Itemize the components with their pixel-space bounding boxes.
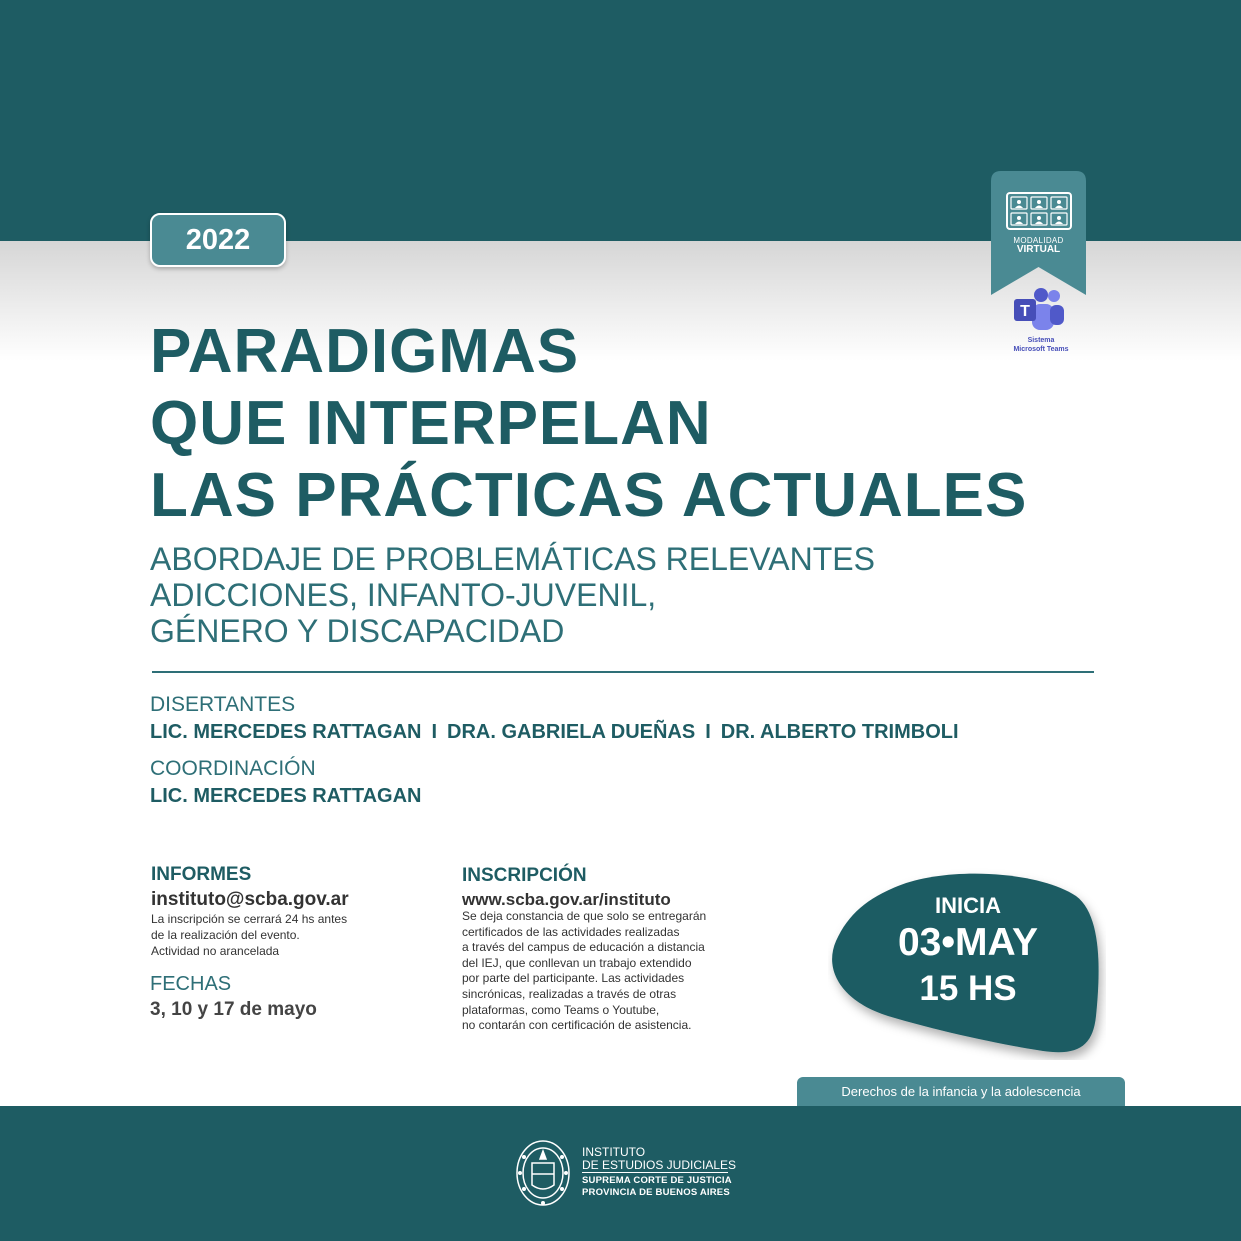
informes-label: INFORMES (151, 864, 252, 885)
footer-court-line-2: PROVINCIA DE BUENOS AIRES (582, 1187, 730, 1198)
footer (0, 1106, 1241, 1241)
speakers-label: DISERTANTES (150, 693, 296, 716)
subtitle (150, 541, 1150, 649)
informes-email[interactable]: instituto@scba.gov.ar (151, 889, 349, 910)
teams-caption-1: Sistema (1027, 337, 1055, 344)
svg-text:T: T (1020, 303, 1030, 320)
modality-ribbon (991, 171, 1086, 295)
category-tag: Derechos de la infancia y la adolescencia (797, 1077, 1125, 1106)
informes-note: Actividad no arancelada (151, 944, 280, 958)
inscripcion-note: del IEJ, que conllevan un trabajo extendido (462, 955, 692, 970)
speaker-name: DR. ALBERTO TRIMBOLI (720, 721, 959, 743)
subtitle-line-3: GÉNERO Y DISCAPACIDAD (150, 613, 565, 649)
footer-rule (582, 1172, 728, 1173)
footer-institute-line-2: DE ESTUDIOS JUDICIALES (582, 1158, 737, 1172)
informes-notes (151, 911, 347, 959)
title-line-2: QUE INTERPELAN (150, 389, 712, 458)
inscripcion-note: Se deja constancia de que solo se entregarán (462, 909, 707, 923)
modality-label: MODALIDAD (1013, 236, 1064, 245)
speaker-name: LIC. MERCEDES RATTAGAN (150, 721, 422, 743)
inscripcion-note: certificados de las actividades realizadas (462, 924, 680, 939)
informes-note: La inscripción se cerrará 24 hs antes (151, 912, 348, 926)
inscripcion-note: a través del campus de educación a distancia (462, 940, 705, 955)
inscripcion-url[interactable]: www.scba.gov.ar/instituto (462, 890, 671, 909)
subtitle-line-1: ABORDAJE DE PROBLEMÁTICAS RELEVANTES (150, 541, 875, 577)
inscripcion-note: sincrónicas, realizadas a través de otras (462, 986, 677, 1001)
coordination-name: LIC. MERCEDES RATTAGAN (150, 785, 422, 807)
court-seal-icon (514, 1137, 572, 1209)
fechas-value: 3, 10 y 17 de mayo (150, 999, 317, 1020)
start-time: 15 HS (919, 969, 1017, 1008)
divider (152, 671, 1094, 673)
speaker-separator: I (431, 721, 438, 743)
informes-note: de la realización del evento. (151, 928, 300, 942)
title-line-3: LAS PRÁCTICAS ACTUALES (150, 461, 1028, 530)
subtitle-line-2: ADICCIONES, INFANTO-JUVENIL, (150, 577, 657, 613)
speaker-separator: I (705, 721, 711, 743)
inscripcion-note: no contarán con certificación de asistencia. (462, 1018, 692, 1033)
inscripcion-note: por parte del participante. Las actividades (462, 971, 685, 986)
inscripcion-label: INSCRIPCIÓN (462, 865, 587, 886)
title-line-1: PARADIGMAS (150, 317, 580, 386)
video-grid-icon (1006, 192, 1072, 230)
year-badge: 2022 (150, 213, 286, 267)
speaker-name: DRA. GABRIELA DUEÑAS (447, 721, 696, 743)
start-date: 03•MAY (897, 921, 1039, 964)
speakers-list (150, 721, 959, 744)
footer-institute-line-1: INSTITUTO (582, 1145, 646, 1159)
fechas-label: FECHAS (150, 973, 232, 995)
start-label: INICIA (935, 893, 1001, 918)
footer-court-line-1: SUPREMA CORTE DE JUSTICIA (582, 1175, 732, 1186)
modality-value: VIRTUAL (1016, 244, 1061, 255)
inscripcion-note: plataformas, como Teams o Youtube, (462, 1002, 660, 1017)
coordination-label: COORDINACIÓN (150, 757, 316, 780)
teams-caption-2: Microsoft Teams (1013, 346, 1069, 353)
inscripcion-notes (462, 909, 706, 1034)
page-title (150, 316, 1150, 532)
